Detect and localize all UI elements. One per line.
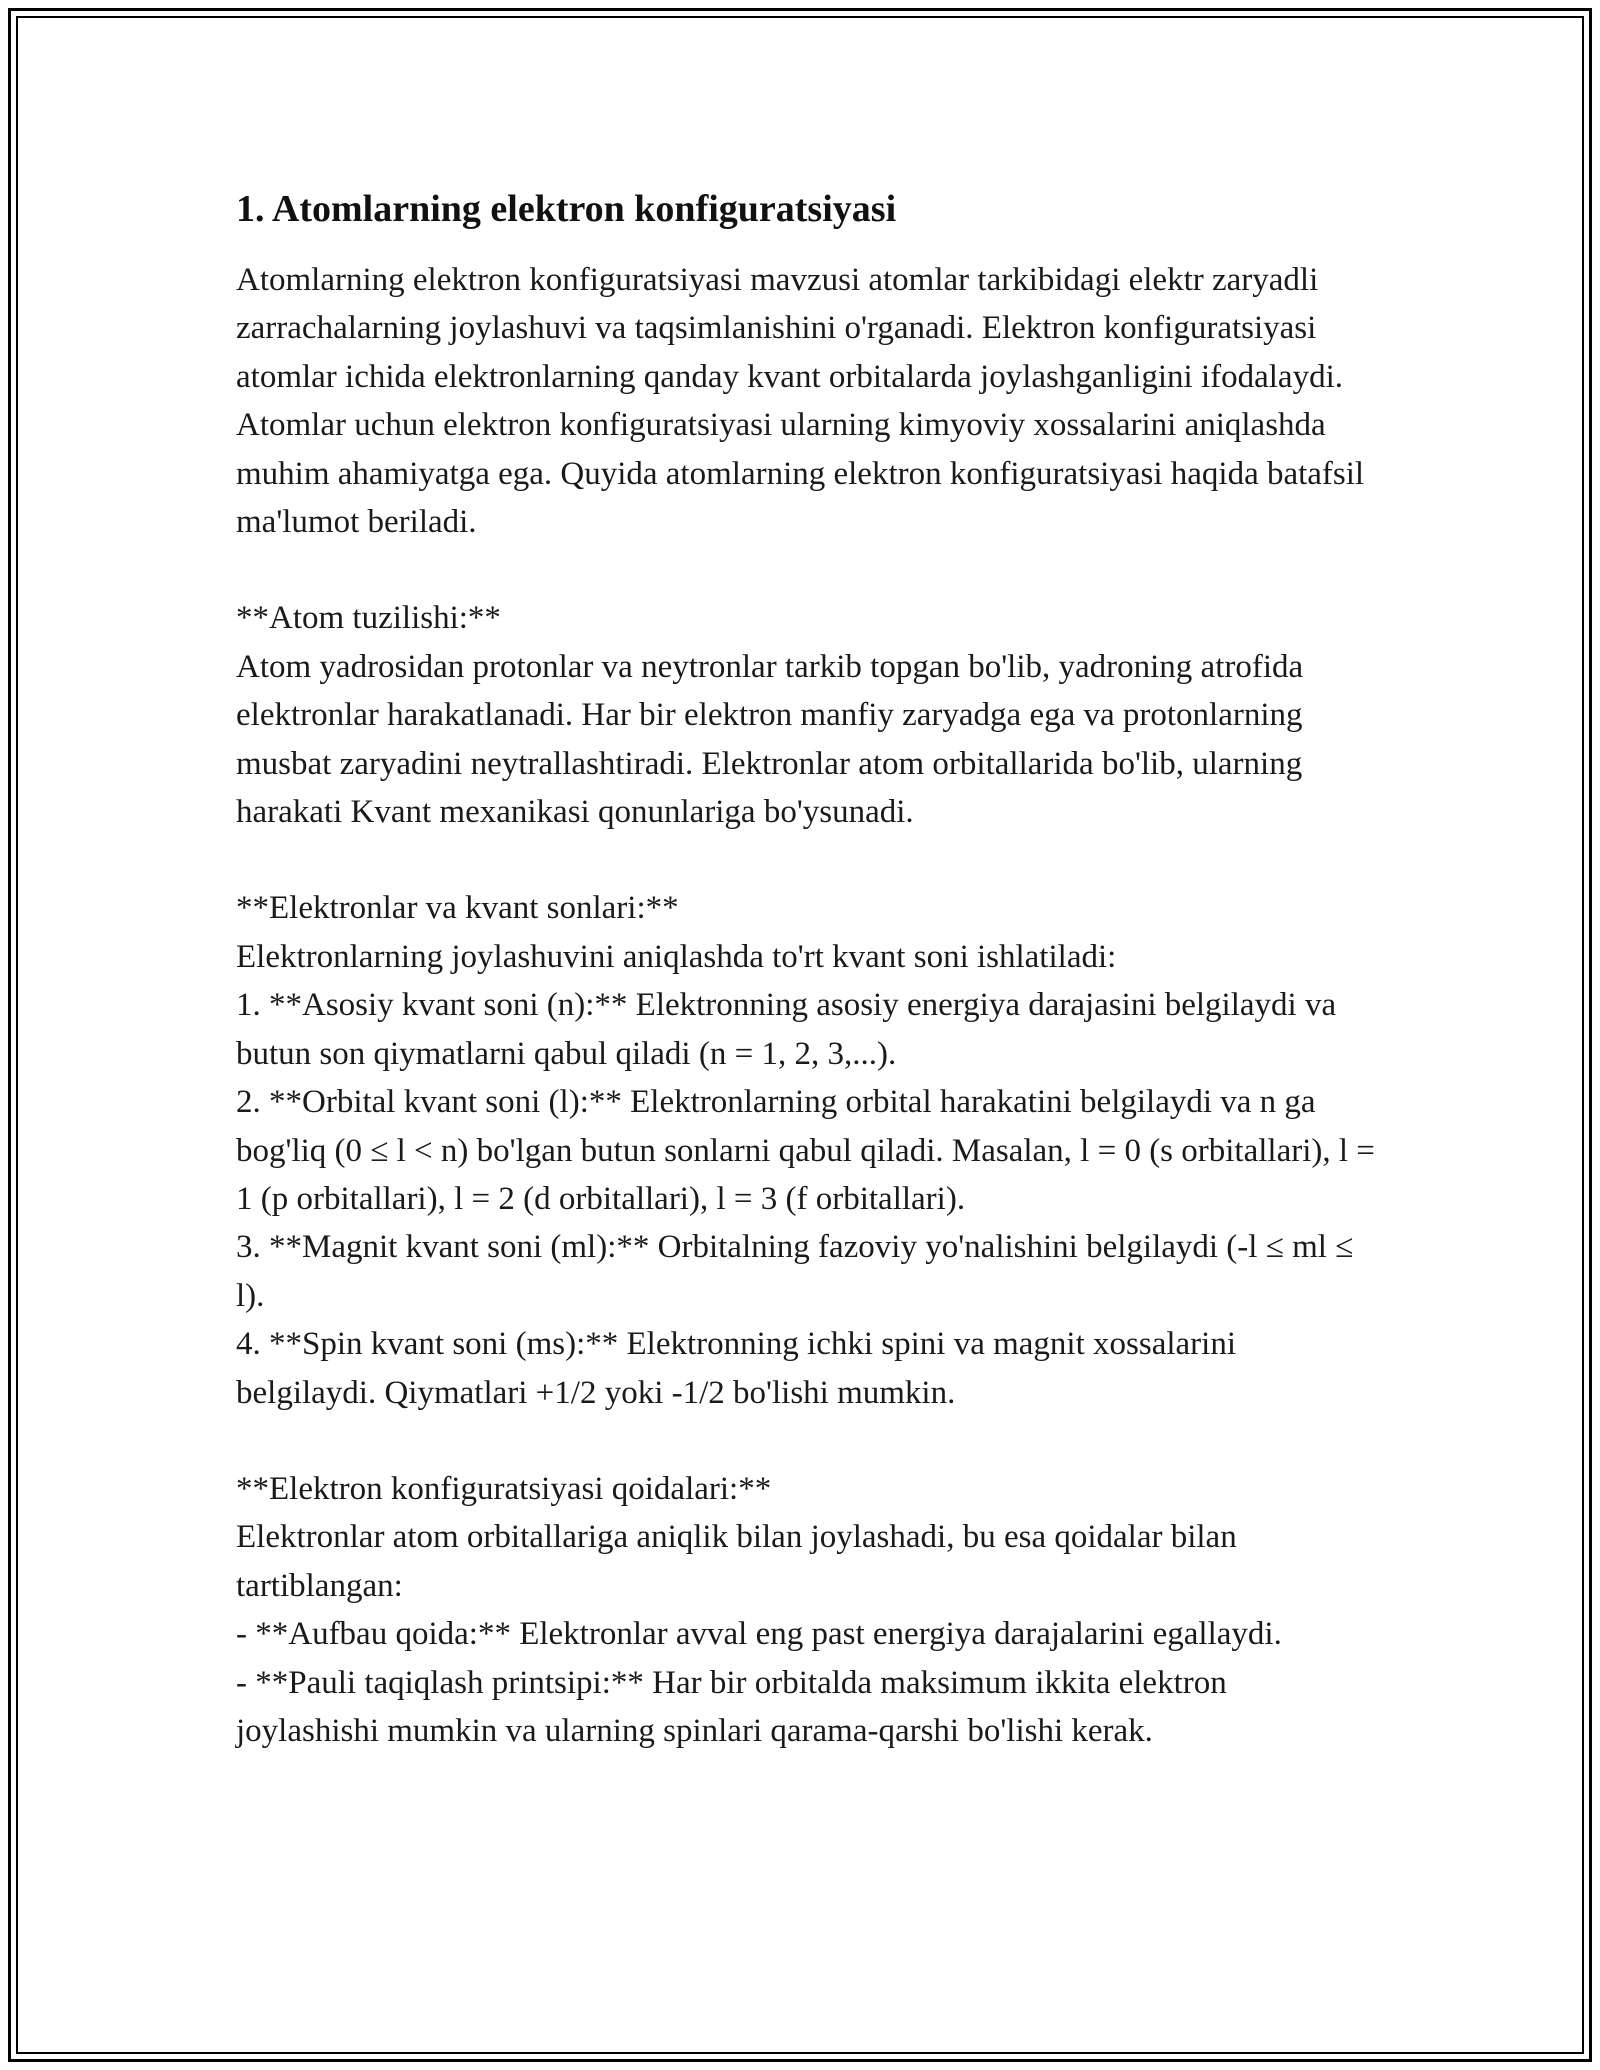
document-body <box>236 186 1384 1755</box>
section-heading-quantum-numbers: **Elektronlar va kvant sonlari:** <box>236 890 679 927</box>
paragraph-spacer <box>236 836 1376 884</box>
list-item-spin-quantum-number: 4. **Spin kvant soni (ms):** Elektronning ichki spini va magnit xossalarini belgilaydi. Qiymatlari +1/2 yoki -1/2 bo'lishi mumkin. <box>236 1326 1245 1411</box>
section-body-atom-structure: Atom yadrosidan protonlar va neytronlar tarkib topgan bo'lib, yadroning atrofida elektronlar harakatlanadi. Har bir elektron manfiy zaryadga ega va protonlarning musbat zaryadini neytrallashtiradi. Elektronlar atom orbitallarida bo'lib, ularning harakati Kvant mexanikasi qonunlariga bo'ysunadi. <box>236 648 1312 831</box>
section-body-configuration-rules: Elektronlar atom orbitallariga aniqlik bilan joylashadi, bu esa qoidalar bilan tartiblangan: <box>236 1519 1245 1604</box>
list-item-pauli-principle: - **Pauli taqiqlash printsipi:** Har bir orbitalda maksimum ikkita elektron joylashishi mumkin va ularning spinlari qarama-qarshi bo'lishi kerak. <box>236 1664 1235 1749</box>
section-heading-configuration-rules: **Elektron konfiguratsiyasi qoidalari:** <box>236 1470 772 1507</box>
paragraph-spacer <box>236 1417 1376 1465</box>
list-item-orbital-quantum-number: 2. **Orbital kvant soni (l):** Elektronlarning orbital harakatini belgilaydi va n ga bog'liq (0 ≤ l < n) bo'lgan butun sonlarni qabul qiladi. Masalan, l = 0 (s orbitallari), l = 1 (p orbitallari), l = 2 (d orbitallari), l = 3 (f orbitallari). <box>236 1084 1384 1217</box>
section-body-quantum-numbers: Elektronlarning joylashuvini aniqlashda to'rt kvant soni ishlatiladi: <box>236 938 1117 975</box>
section-heading-atom-structure: **Atom tuzilishi:** <box>236 600 501 637</box>
intro-paragraph: Atomlarning elektron konfiguratsiyasi mavzusi atomlar tarkibidagi elektr zaryadli zarrachalarning joylashuvi va taqsimlanishini o'rganadi. Elektron konfiguratsiyasi atomlar ichida elektronlarning qanday kvant orbitalarda joylashganligini ifodalaydi. Atomlar uchun elektron konfiguratsiyasi ularning kimyoviy xossalarini aniqlashda muhim ahamiyatga ega. Quyida atomlarning elektron konfiguratsiyasi haqida batafsil ma'lumot beriladi. <box>236 262 1373 541</box>
list-item-magnetic-quantum-number: 3. **Magnit kvant soni (ml):** Orbitalning fazoviy yo'nalishini belgilaydi (-l ≤ ml ≤ l). <box>236 1229 1362 1314</box>
document-title: 1. Atomlarning elektron konfiguratsiyasi <box>236 188 897 230</box>
paragraph-spacer <box>236 546 1376 594</box>
list-item-principal-quantum-number: 1. **Asosiy kvant soni (n):** Elektronning asosiy energiya darajasini belgilaydi va butun son qiymatlarni qabul qiladi (n = 1, 2, 3,...). <box>236 987 1345 1072</box>
list-item-aufbau-rule: - **Aufbau qoida:** Elektronlar avval eng past energiya darajalarini egallaydi. <box>236 1616 1282 1653</box>
